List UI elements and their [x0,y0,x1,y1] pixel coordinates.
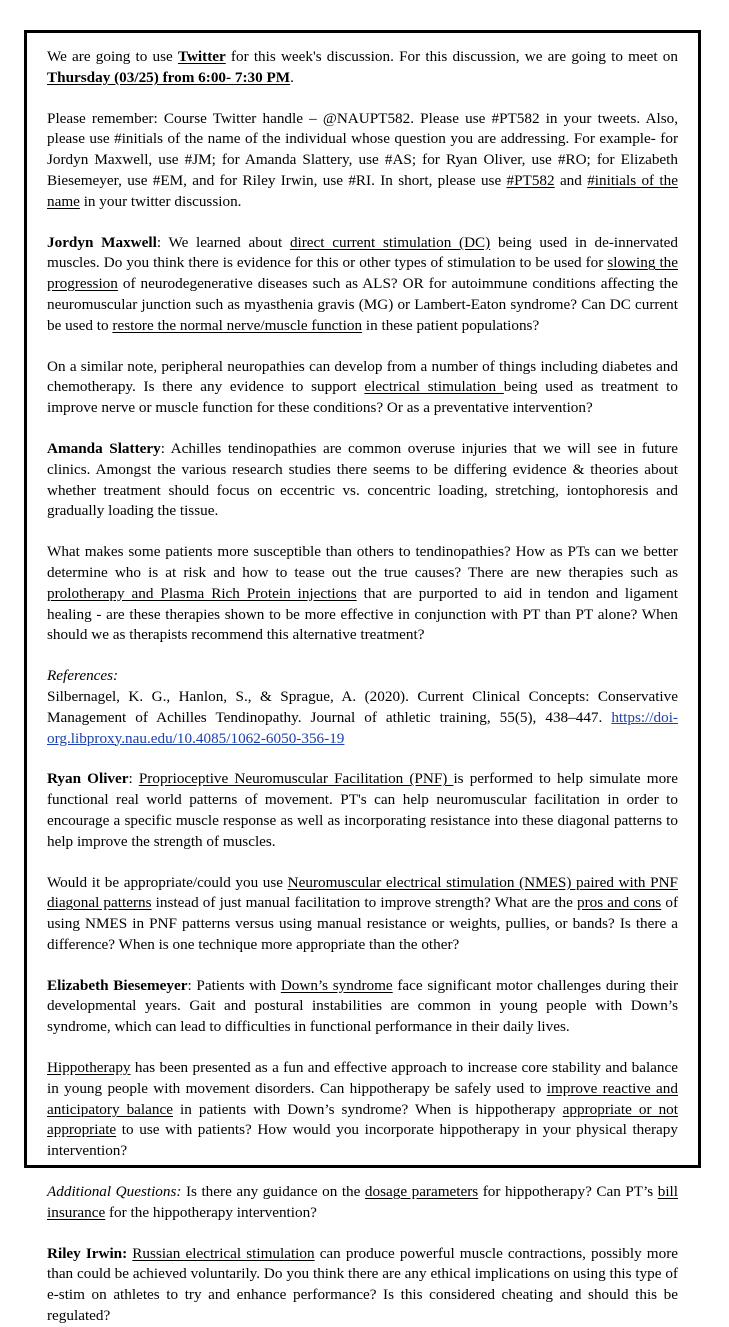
meeting-time: Thursday (03/25) from 6:00- 7:30 PM [47,68,291,86]
ryan-question-1: Ryan Oliver: Proprioceptive Neuromuscular Facilitation (PNF) is performed to help simulate more functional real world patterns of movement. PT's can help neuromuscular facilitation in order to encourage a specific muscle response as well as incorporating resistance into these diagonal patterns to help improve the strength of muscles. [47,770,678,850]
jordyn-question-1: Jordyn Maxwell: We learned about direct current stimulation (DC) being used in de-innervated muscles. Do you think there is evidence for this or other types of stimulation to be used for slowing the progression of neurodegenerative diseases such as ALS? OR for autoimmune conditions affecting the neuromuscular junction such as myasthenia gravis (MG) or Lambert-Eaton syndrome? Can DC current be used to restore the normal nerve/muscle function in these patient populations? [47,233,678,334]
author-name: Ryan Oliver [47,770,129,788]
jordyn-question-2: On a similar note, peripheral neuropathies can develop from a number of things including diabetes and chemotherapy. Is there any evidence to support electrical stimulation being used as treatment to improve nerve or muscle function for these conditions? Or as a preventative intervention? [47,357,678,417]
hashtag-course: #PT582 [506,171,555,189]
amanda-question-1: Amanda Slattery: Achilles tendinopathies are common overuse injuries that we will see in future clinics. Amongst the various research studies there seems to be differing evidence & theories about whether treatment should focus on eccentric vs. concentric loading, stretching, iontophoresis and gradually loading the tissue. [47,439,679,520]
citation: Silbernagel, K. G., Hanlon, S., & Sprague, A. (2020). Current Clinical Concepts: Conservative Management of Achilles Tendinopathy. Journal of athletic training, 55(5), 438–447. [47,687,678,726]
twitter-label: Twitter [177,48,226,65]
doi-link[interactable]: https://doi-org.libproxy.nau.edu/10.4085/1062-6050-356-19 [47,708,678,747]
elizabeth-question-1: Elizabeth Biesemeyer: Patients with Down’s syndrome face significant motor challenges during their developmental years. Gait and postural instabilities are common in young people with Down’s syndrome, which can lead to difficulties in functional performance in their daily lives. [47,976,679,1036]
additional-questions-label: Additional Questions: [47,1183,182,1201]
hashtag-initials: #initials of the name [47,171,678,210]
ryan-question-2: Would it be appropriate/could you use Neuromuscular electrical stimulation (NMES) paired with PNF diagonal patterns instead of just manual facilitation to improve strength? What are the pros and cons of using NMES in PNF patterns versus using manual resistance or weights, pullies, or bands? Is there a difference? When is one technique more appropriate than the other? [47,873,679,953]
author-name: Amanda Slattery [47,439,161,457]
elizabeth-question-3: Additional Questions: Is there any guidance on the dosage parameters for hippotherapy? Can PT’s bill insurance for the hippotherapy intervention? [47,1183,678,1221]
riley-question: Riley Irwin: Russian electrical stimulation can produce powerful muscle contractions, possibly more than could be achieved voluntarily. Do you think there are any ethical implications on using this type of e-stim on athletes to try and enhance performance? Is this considered cheating and should this be regulated? [47,1244,678,1325]
references-heading: References: [47,667,119,685]
discussion-document [24,30,701,1325]
elizabeth-question-2: Hippotherapy has been presented as a fun and effective approach to increase core stability and balance in young people with movement disorders. Can hippotherapy be safely used to improve reactive and anticipatory balance in patients with Down’s syndrome? When is hippotherapy appropriate or not appropriate to use with patients? How would you incorporate hippotherapy in your physical therapy intervention? [47,1059,678,1160]
remember-paragraph: Please remember: Course Twitter handle – @NAUPT582. Please use #PT582 in your tweets. Also, please use #initials of the name of the individual whose question you are addressing. For example- for Jordyn Maxwell, use #JM; for Amanda Slattery, use #AS; for Ryan Oliver, use #RO; for Elizabeth Biesemeyer, use #EM, and for Riley Irwin, use #RI. In short, please use #PT582 and #initials of the name in your twitter discussion. [47,109,678,210]
references [47,666,678,749]
amanda-question-2: What makes some patients more susceptible than others to tendinopathies? How as PTs can we better determine who is at risk and how to tease out the true causes? There are new therapies such as prolotherapy and Plasma Rich Protein injections that are purported to aid in tendon and ligament healing - are these therapies shown to be more effective in conjunction with PT than PT alone? When should we as therapists recommend this alternative treatment? [47,543,678,644]
author-name: Elizabeth Biesemeyer [47,976,188,994]
intro-paragraph: We are going to use Twitter for this week's discussion. For this discussion, we are going to meet on Thursday (03/25) from 6:00- 7:30 PM. [47,48,678,86]
author-name: Jordyn Maxwell [47,233,157,251]
author-name: Riley Irwin: [47,1244,128,1262]
